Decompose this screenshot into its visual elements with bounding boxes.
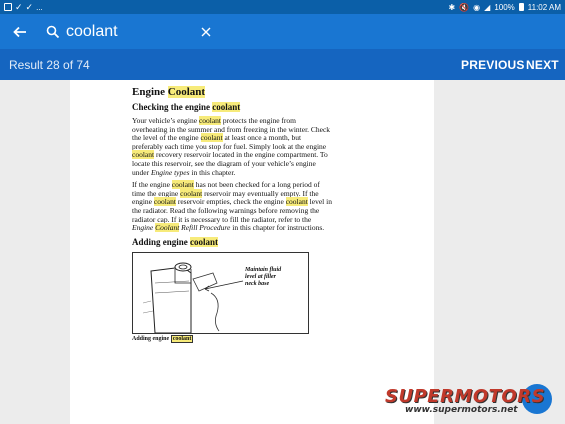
watermark-url: www.supermotors.net: [405, 405, 518, 415]
search-highlight: coolant: [190, 236, 219, 247]
result-bar: [0, 49, 565, 80]
paragraph-text: level in the radiator. Read the following warnings before removing the radiator cap. If it is necessary to fill the radiator, refer to the: [132, 197, 332, 224]
search-highlight: coolant: [153, 197, 176, 207]
paragraph-text: Engine: [132, 223, 154, 233]
paragraph-text: Your vehicle’s engine: [132, 116, 199, 125]
paragraph-text: in this chapter.: [189, 167, 236, 177]
paragraph-text: If the engine: [132, 180, 172, 190]
status-overflow: ...: [36, 2, 43, 12]
watermark: [385, 386, 563, 420]
back-arrow-icon: [13, 25, 27, 39]
figure-caption: [132, 336, 332, 342]
battery-percent: 100%: [494, 2, 515, 12]
heading-text: Adding engine: [132, 236, 191, 247]
watermark-logo: SUPERMOTORS: [385, 386, 546, 407]
status-notifications: [4, 3, 43, 12]
paragraph-2: [132, 181, 332, 233]
signal-icon: ◢: [484, 2, 491, 12]
search-icon: [46, 25, 60, 39]
page-title: [132, 86, 332, 98]
search-highlight: coolant: [171, 180, 194, 190]
status-time: 11:02 AM: [527, 2, 561, 12]
document-content: [132, 86, 332, 342]
section-heading-checking: [132, 102, 332, 112]
image-notification-icon: [4, 3, 12, 11]
check-notification-icon: ✓: [25, 2, 34, 12]
search-input[interactable]: [66, 20, 186, 44]
result-count: Result 28 of 74: [9, 57, 90, 72]
search-highlight: coolant: [132, 150, 155, 160]
paragraph-text: at least once a month, but preferably each time you stop for fuel. Simply look at the engine: [132, 133, 327, 151]
close-icon: [201, 27, 211, 37]
clear-search-button[interactable]: [194, 20, 218, 44]
status-system: [449, 3, 562, 12]
section-heading-adding: [132, 237, 332, 247]
document-page: [70, 80, 434, 424]
bluetooth-icon: ✱: [448, 2, 456, 12]
battery-icon: [519, 3, 524, 11]
paragraph-text: protects the engine from overheating in the summer and from freezing in the winter. Check the level of the engine: [132, 116, 331, 143]
search-highlight: Coolant: [155, 223, 180, 233]
reservoir-diagram: [133, 253, 309, 334]
paragraph-text: reservoir may eventually empty. If the engine: [132, 188, 319, 207]
previous-button[interactable]: PREVIOUS: [461, 58, 525, 72]
paragraph-text: in this chapter for instructions.: [230, 223, 325, 233]
paragraph-text: has not been checked for a long period of time the engine: [132, 180, 320, 198]
search-highlight: coolant: [200, 133, 223, 143]
wifi-icon: ◉: [473, 2, 481, 12]
search-toolbar: [0, 14, 565, 49]
coolant-reservoir-figure: [132, 252, 309, 334]
paragraph-1: [132, 117, 332, 177]
back-button[interactable]: [0, 14, 40, 49]
paragraph-text: recovery reservoir located in the engine compartment. To locate this reservoir, see the diagram of your vehicle’s engine under: [132, 150, 328, 177]
title-text: Engine: [132, 86, 168, 98]
search-highlight: coolant: [212, 102, 241, 112]
search-highlight: coolant: [285, 197, 308, 207]
search-highlight: coolant: [198, 116, 222, 125]
heading-text: Checking the engine: [132, 102, 213, 112]
paragraph-text: reservoir empties, check the engine: [175, 197, 286, 207]
mute-icon: 🔇: [459, 2, 470, 12]
search-highlight: coolant: [172, 335, 192, 342]
figure-callout: Maintain fluid level at filler neck base: [245, 266, 282, 287]
paragraph-text: Refill Procedure: [179, 223, 231, 233]
check-notification-icon: ✓: [15, 2, 23, 12]
search-highlight: Coolant: [167, 86, 206, 98]
caption-text: Adding engine: [132, 335, 171, 342]
paragraph-text: Engine types: [150, 167, 190, 177]
search-highlight: coolant: [180, 188, 203, 198]
next-button[interactable]: NEXT: [526, 58, 559, 72]
status-bar: [0, 0, 565, 14]
